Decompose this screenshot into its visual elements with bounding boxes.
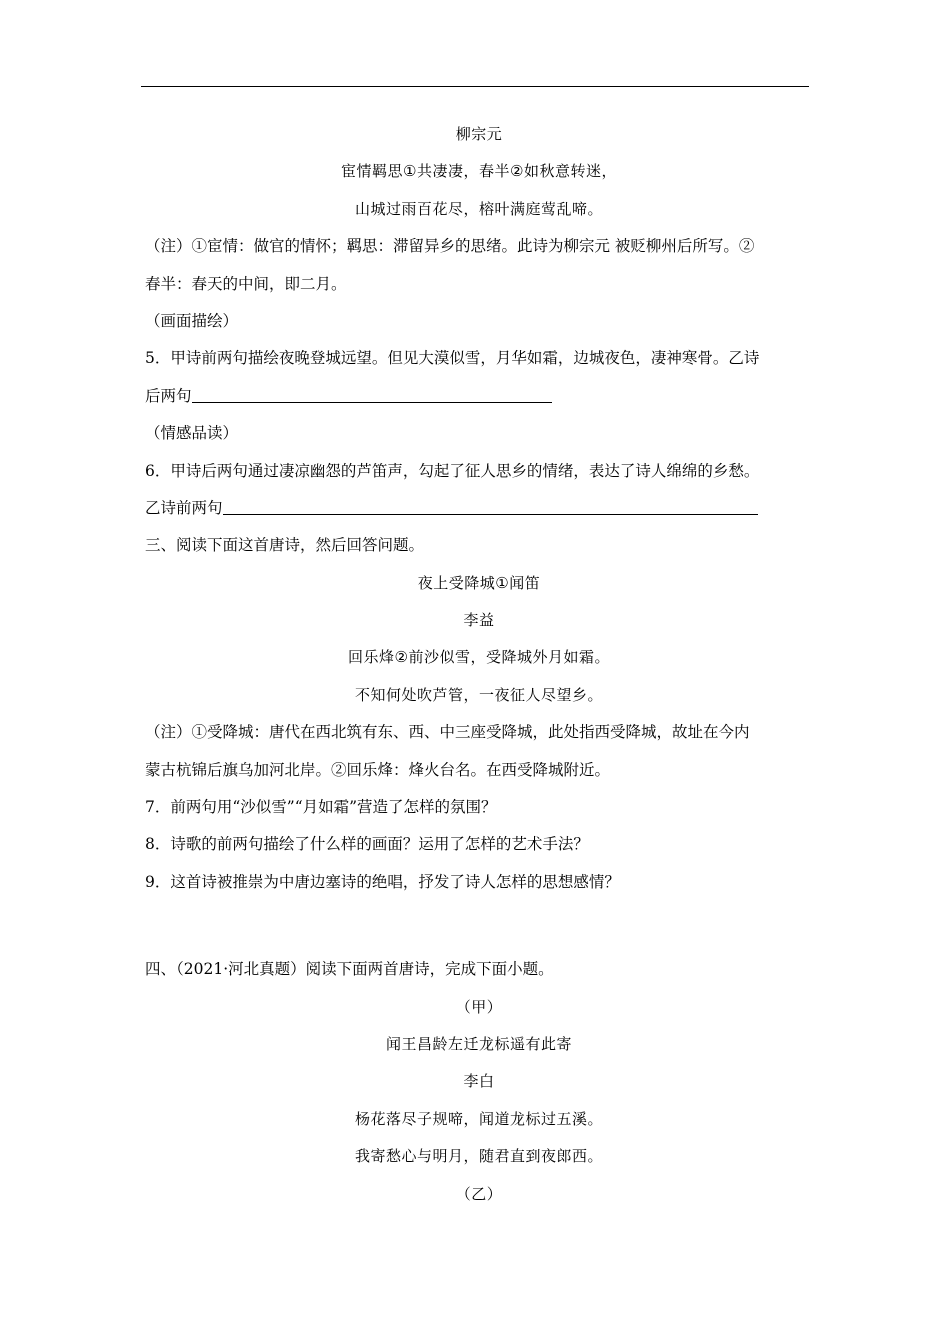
section-scene-heading: （画面描绘） — [145, 311, 239, 330]
question-5-prefix: 后两句 — [145, 386, 192, 405]
part-4-poem-author: 李白 — [463, 1072, 495, 1091]
part-3-poem-line-2: 不知何处吹芦管，一夜征人尽望乡。 — [354, 685, 603, 704]
question-5-answer-blank[interactable] — [192, 386, 552, 403]
poem-a-author: 柳宗元 — [455, 125, 503, 143]
header-rule — [141, 86, 809, 87]
question-5-line-1: 5．甲诗前两句描绘夜晚登城远望。但见大漠似雪，月华如霜，边城夜色，凄神寒骨。乙诗 — [145, 349, 760, 368]
question-6-line-2 — [145, 490, 813, 527]
spacer — [145, 901, 813, 951]
note-a-line-2: 春半：春天的中间，即二月。 — [145, 274, 347, 293]
poem-a-line-1: 宦情羁思①共凄凄，春半②如秋意转迷， — [341, 162, 617, 181]
part-4-poem-line-1: 杨花落尽子规啼，闻道龙标过五溪。 — [354, 1109, 603, 1128]
question-8: 8．诗歌的前两句描绘了什么样的画面？运用了怎样的艺术手法？ — [145, 835, 589, 854]
section-emotion-heading: （情感品读） — [145, 424, 239, 443]
part-3-poem-title: 夜上受降城①闻笛 — [417, 573, 541, 592]
part-4-heading: 四、（2021·河北真题）阅读下面两首唐诗，完成下面小题。 — [145, 960, 554, 979]
question-6-answer-blank[interactable] — [223, 498, 758, 515]
part-3-note-line-1: （注）①受降城：唐代在西北筑有东、西、中三座受降城，此处指西受降城，故址在今内 — [145, 723, 750, 742]
note-a-line-1: （注）①宦情：做官的情怀；羁思：滞留异乡的思绪。此诗为柳宗元 被贬柳州后所写。② — [145, 237, 755, 256]
part-3-heading: 三、阅读下面这首唐诗，然后回答问题。 — [145, 536, 425, 555]
part-3-note-line-2: 蒙古杭锦后旗乌加河北岸。②回乐烽：烽火台名。在西受降城附近。 — [145, 760, 611, 779]
part-4-label-a: （甲） — [455, 997, 503, 1016]
question-9: 9．这首诗被推崇为中唐边塞诗的绝唱，抒发了诗人怎样的思想感情？ — [145, 872, 620, 891]
question-6-line-1: 6．甲诗后两句通过凄凉幽怨的芦笛声，勾起了征人思乡的情绪，表达了诗人绵绵的乡愁。 — [145, 461, 760, 480]
question-7: 7．前两句用“沙似雪”“月如霜”营造了怎样的氛围？ — [145, 798, 497, 817]
poem-a-line-2: 山城过雨百花尽，榕叶满庭莺乱啼。 — [354, 199, 603, 218]
question-5-line-2 — [145, 378, 813, 415]
part-4-poem-line-2: 我寄愁心与明月，随君直到夜郎西。 — [354, 1147, 603, 1166]
part-3-poem-author: 李益 — [463, 611, 495, 630]
document-content — [145, 116, 813, 1213]
part-3-poem-line-1: 回乐烽②前沙似雪，受降城外月如霜。 — [348, 648, 610, 667]
part-4-poem-title: 闻王昌龄左迁龙标遥有此寄 — [385, 1034, 572, 1053]
question-6-prefix: 乙诗前两句 — [145, 498, 223, 517]
part-4-label-b: （乙） — [455, 1184, 503, 1203]
